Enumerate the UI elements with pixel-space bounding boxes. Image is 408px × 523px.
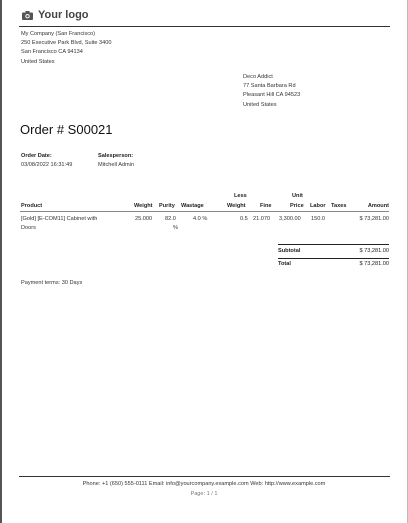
header-unit-price-2: Price <box>290 203 304 209</box>
order-date-label: Order Date: <box>21 153 52 159</box>
row-weight: 25.000 <box>135 216 153 222</box>
payment-terms: Payment terms: 30 Days <box>21 280 83 286</box>
header-product: Product <box>21 203 43 209</box>
row-labor: 150.0 <box>311 216 325 222</box>
row-fine: 21.070 <box>253 216 271 222</box>
total-value: $ 73,281.00 <box>359 261 389 267</box>
subtotal-row <box>278 245 389 258</box>
header-unit-price-1: Unit <box>292 193 303 199</box>
customer-city: Pleasant Hill CA 94523 <box>243 92 301 99</box>
header-wastage: Wastage <box>181 203 204 209</box>
header-less-weight-2: Weight <box>227 203 246 209</box>
header-weight: Weight <box>134 203 153 209</box>
header-purity: Purity <box>159 203 175 209</box>
footer-contact: Phone: +1 (650) 555-0111 Email: info@yourcompany.example.com Web: http://www.example.com <box>82 481 326 487</box>
row-unit-price: 3,300.00 <box>279 216 301 222</box>
row-product-1: [Gold] [E-COM11] Cabinet with <box>21 216 98 222</box>
header-divider <box>19 26 390 27</box>
company-country: United States <box>21 58 55 65</box>
total-label: Total <box>278 261 291 267</box>
header-taxes: Taxes <box>331 203 347 209</box>
row-wastage: 4.0 % <box>193 216 208 222</box>
order-title: Order # S00021 <box>20 122 113 137</box>
company-logo <box>22 9 89 21</box>
total-row <box>278 258 389 271</box>
company-street: 250 Executive Park Blvd, Suite 3400 <box>21 40 112 47</box>
header-fine: Fine <box>260 203 272 209</box>
row-amount: $ 73,281.00 <box>359 216 389 222</box>
logo-text: Your logo <box>38 9 89 21</box>
order-date-value: 03/08/2022 16:31:49 <box>21 162 73 168</box>
header-labor: Labor <box>310 203 326 209</box>
company-city: San Francisco CA 94134 <box>21 49 83 56</box>
header-less-weight-1: Less <box>234 193 247 199</box>
subtotal-label: Subtotal <box>278 248 301 254</box>
customer-street: 77 Santa Barbara Rd <box>243 83 296 90</box>
footer-divider <box>19 476 390 477</box>
header-amount: Amount <box>367 203 389 209</box>
row-purity-2: % <box>173 225 178 231</box>
company-name: My Company (San Francisco) <box>21 31 95 37</box>
subtotal-value: $ 73,281.00 <box>359 248 389 254</box>
customer-country: United States <box>243 101 277 108</box>
page-number: Page: 1 / 1 <box>190 491 218 497</box>
salesperson-block <box>98 152 134 170</box>
camera-icon <box>22 11 33 20</box>
table-header-divider <box>20 211 389 212</box>
salesperson-label: Salesperson: <box>98 153 134 159</box>
order-date-block <box>21 152 72 170</box>
row-purity-1: 82.0 <box>165 216 176 222</box>
row-less-weight: 0.5 <box>240 216 248 222</box>
salesperson-value: Mitchell Admin <box>98 162 135 168</box>
company-address <box>21 30 112 67</box>
row-product-2: Doors <box>21 225 36 231</box>
page-left-edge <box>0 0 2 523</box>
customer-name: Deco Addict <box>243 74 273 80</box>
customer-address <box>243 73 300 110</box>
totals-block <box>278 245 389 271</box>
